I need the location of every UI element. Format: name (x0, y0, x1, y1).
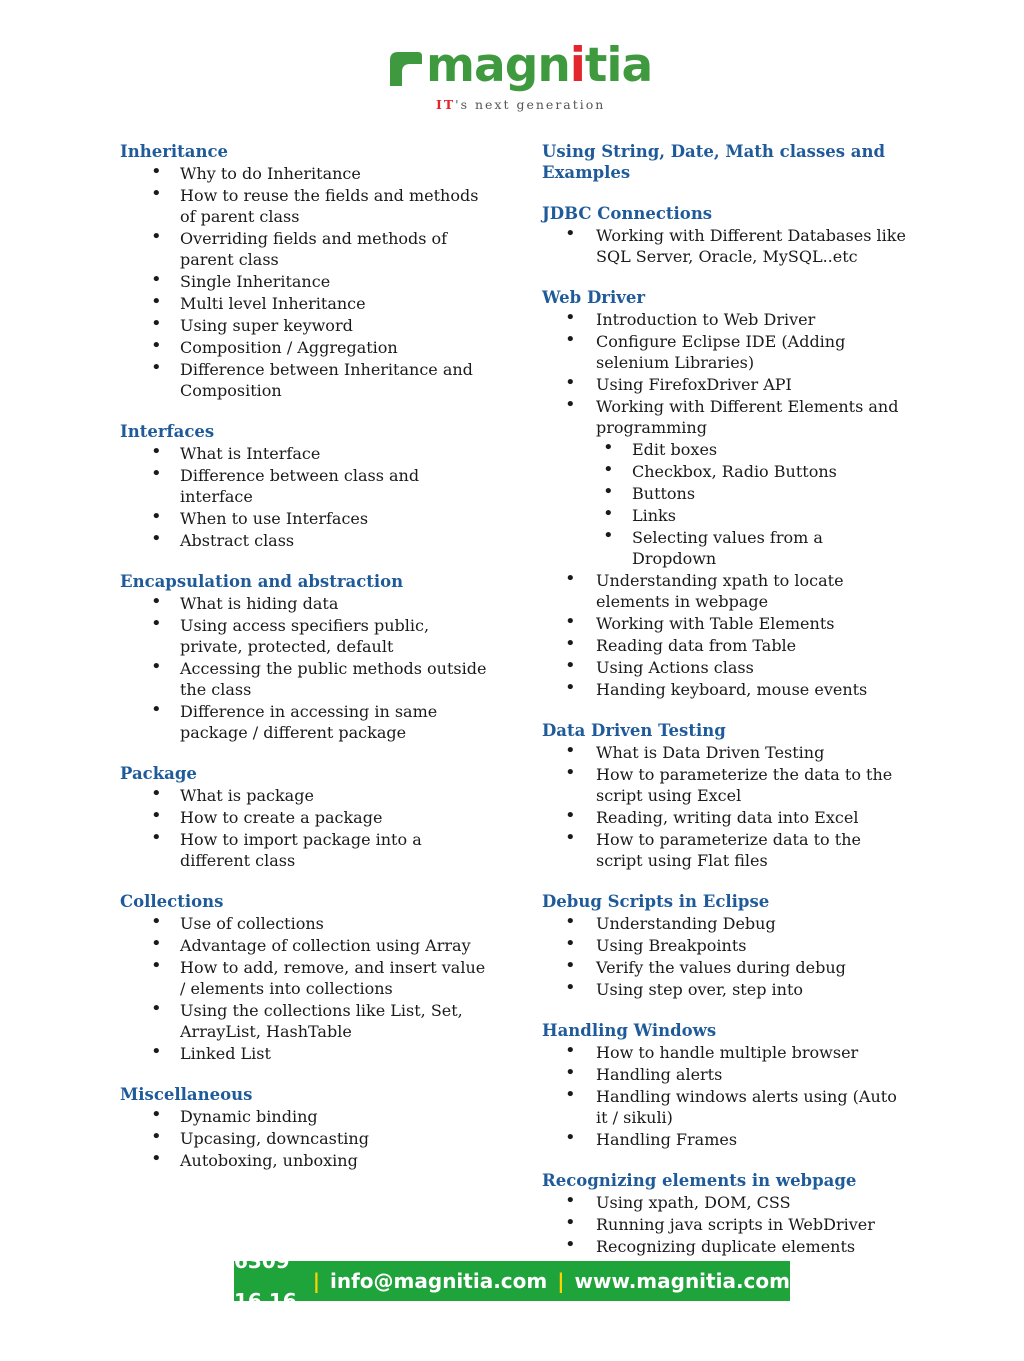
list-item: • What is hiding data (120, 593, 490, 614)
phone-number: +91 6309 16 16 16 (234, 1209, 297, 1353)
section-heading: Data Driven Testing (542, 721, 726, 740)
topic-list (120, 443, 490, 551)
list-item: • Using step over, step into (542, 979, 912, 1000)
list-item: • Verify the values during debug (542, 957, 912, 978)
separator: | (312, 1269, 320, 1293)
list-item: • Using Breakpoints (542, 935, 912, 956)
section-debug-scripts (542, 891, 912, 1000)
list-item: • Composition / Aggregation (120, 337, 490, 358)
list-item: • Difference in accessing in same package / different package (120, 701, 490, 743)
email-address: info@magnitia.com (330, 1269, 548, 1293)
list-item: • Introduction to Web Driver (542, 309, 912, 330)
list-item: • How to parameterize the data to the script using Excel (542, 764, 912, 806)
sub-list-item: • Selecting values from a Dropdown (542, 527, 912, 569)
separator: | (557, 1269, 565, 1293)
section-heading: Debug Scripts in Eclipse (542, 892, 770, 911)
section-heading: Package (120, 764, 197, 783)
section-encapsulation (120, 571, 490, 743)
list-item: • What is Data Driven Testing (542, 742, 912, 763)
section-data-driven-testing (542, 720, 912, 871)
topic-list (120, 593, 490, 743)
list-item: • Dynamic binding (120, 1106, 490, 1127)
topic-list (542, 1042, 912, 1150)
sub-topic-list (542, 439, 912, 569)
sub-list-item: • Links (542, 505, 912, 526)
website-url: www.magnitia.com (574, 1269, 790, 1293)
list-item: • Working with Different Databases like SQL Server, Oracle, MySQL..etc (542, 225, 912, 267)
list-item: • Understanding Debug (542, 913, 912, 934)
list-item: • Handling alerts (542, 1064, 912, 1085)
section-string-date-math (542, 141, 912, 183)
list-item: • Recognizing duplicate elements (542, 1236, 912, 1257)
list-item: • How to create a package (120, 807, 490, 828)
list-item: • How to parameterize data to the script using Flat files (542, 829, 912, 871)
list-item: • How to add, remove, and insert value / elements into collections (120, 957, 490, 999)
sub-list-item: • Checkbox, Radio Buttons (542, 461, 912, 482)
list-item: • Use of collections (120, 913, 490, 934)
list-item: • Multi level Inheritance (120, 293, 490, 314)
list-item: • Why to do Inheritance (120, 163, 490, 184)
list-item: • Reading, writing data into Excel (542, 807, 912, 828)
section-recognizing-elements (542, 1170, 912, 1257)
list-item: • What is package (120, 785, 490, 806)
list-item: • How to import package into a different class (120, 829, 490, 871)
topic-list (542, 225, 912, 267)
section-heading: JDBC Connections (542, 204, 713, 223)
list-item: • Running java scripts in WebDriver (542, 1214, 912, 1235)
list-item: • Accessing the public methods outside the class (120, 658, 490, 700)
list-item: • Handling Frames (542, 1129, 912, 1150)
right-column (542, 141, 912, 1277)
brand-tagline: IT's next generation (436, 97, 606, 112)
list-item: • Using the collections like List, Set, ArrayList, HashTable (120, 1000, 490, 1042)
list-item: • Upcasing, downcasting (120, 1128, 490, 1149)
list-item: • Using access specifiers public, private, protected, default (120, 615, 490, 657)
brand-logo (388, 38, 653, 115)
list-item: • Advantage of collection using Array (120, 935, 490, 956)
section-heading: Handling Windows (542, 1021, 717, 1040)
section-heading: Recognizing elements in webpage (542, 1171, 857, 1190)
list-item: • Working with Different Elements and programming (542, 396, 912, 438)
list-item: • How to reuse the fields and methods of parent class (120, 185, 490, 227)
brand-name: magnitia (426, 38, 653, 93)
topic-list (542, 1192, 912, 1257)
list-item: • Using Actions class (542, 657, 912, 678)
topic-list (120, 785, 490, 871)
list-item: • Using super keyword (120, 315, 490, 336)
list-item: • When to use Interfaces (120, 508, 490, 529)
topic-list (542, 309, 912, 438)
list-item: • Difference between Inheritance and Composition (120, 359, 490, 401)
section-web-driver (542, 287, 912, 700)
sub-list-item: • Edit boxes (542, 439, 912, 460)
section-heading: Miscellaneous (120, 1085, 253, 1104)
topic-list (542, 742, 912, 871)
section-handling-windows (542, 1020, 912, 1150)
list-item: • Reading data from Table (542, 635, 912, 656)
section-inheritance (120, 141, 490, 401)
list-item: • Using xpath, DOM, CSS (542, 1192, 912, 1213)
list-item: • Autoboxing, unboxing (120, 1150, 490, 1171)
list-item: • Understanding xpath to locate elements in webpage (542, 570, 912, 612)
topic-list (120, 913, 490, 1064)
section-heading: Collections (120, 892, 224, 911)
list-item: • What is Interface (120, 443, 490, 464)
section-heading: Using String, Date, Math classes and Examples (542, 142, 886, 182)
list-item: • Handing keyboard, mouse events (542, 679, 912, 700)
topic-list (542, 570, 912, 700)
list-item: • Abstract class (120, 530, 490, 551)
list-item: • Working with Table Elements (542, 613, 912, 634)
section-collections (120, 891, 490, 1064)
list-item: • How to handle multiple browser (542, 1042, 912, 1063)
list-item: • Handling windows alerts using (Auto it / sikuli) (542, 1086, 912, 1128)
section-jdbc (542, 203, 912, 267)
section-heading: Web Driver (542, 288, 646, 307)
left-column (120, 141, 490, 1191)
section-miscellaneous (120, 1084, 490, 1171)
sub-list-item: • Buttons (542, 483, 912, 504)
topic-list (120, 163, 490, 401)
section-heading: Interfaces (120, 422, 215, 441)
list-item: • Configure Eclipse IDE (Adding selenium Libraries) (542, 331, 912, 373)
list-item: • Difference between class and interface (120, 465, 490, 507)
section-heading: Encapsulation and abstraction (120, 572, 404, 591)
list-item: • Single Inheritance (120, 271, 490, 292)
section-heading: Inheritance (120, 142, 229, 161)
topic-list (120, 1106, 490, 1171)
list-item: • Linked List (120, 1043, 490, 1064)
list-item: • Using FirefoxDriver API (542, 374, 912, 395)
brand-mark-icon (388, 48, 424, 88)
list-item: • Overriding fields and methods of parent class (120, 228, 490, 270)
section-package (120, 763, 490, 871)
section-interfaces (120, 421, 490, 551)
topic-list (542, 913, 912, 1000)
